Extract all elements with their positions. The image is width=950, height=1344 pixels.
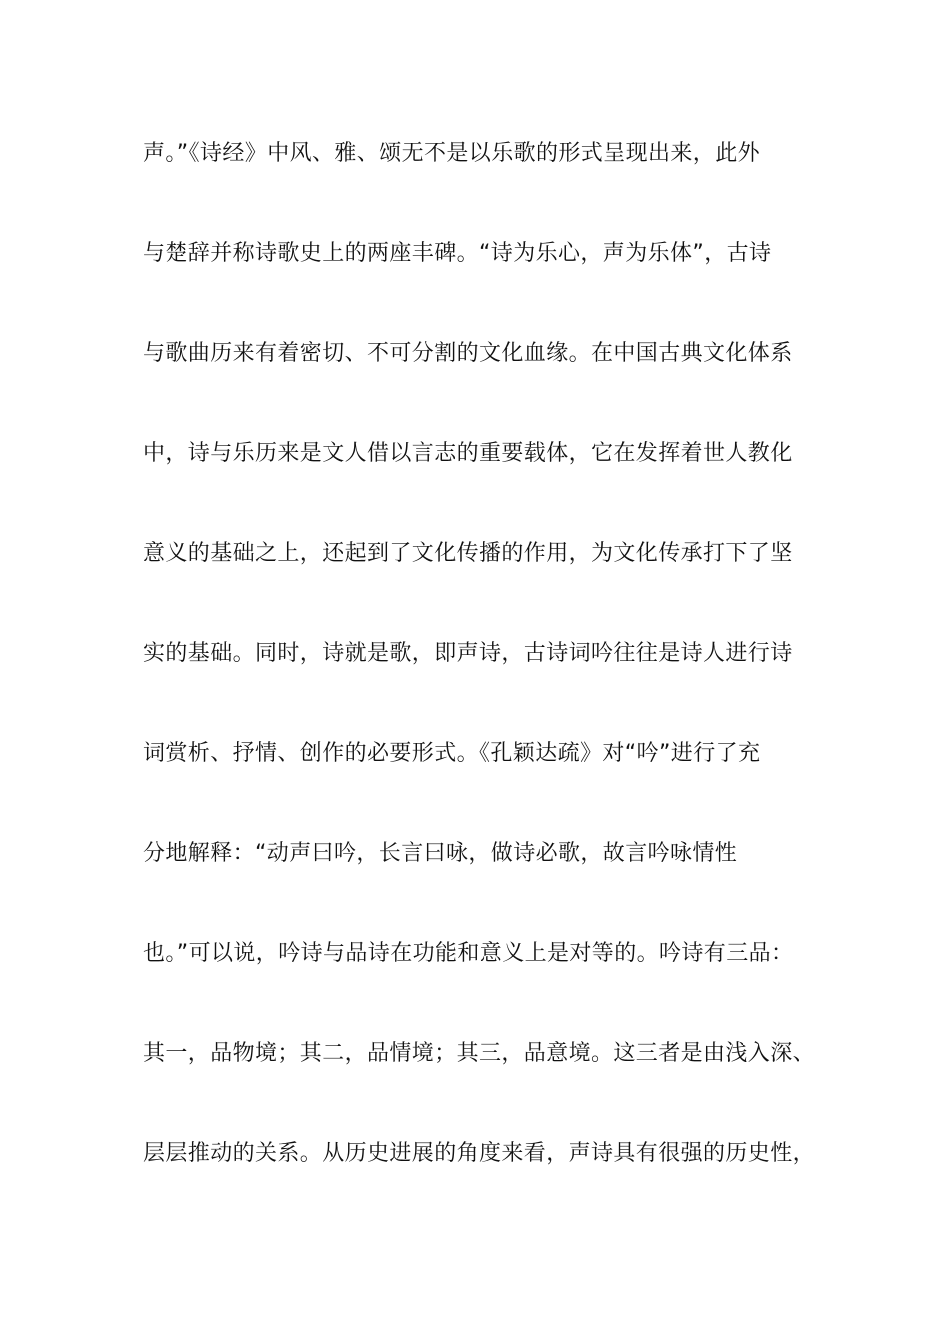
text-line: 层层推动的关系。从历史进展的角度来看，声诗具有很强的历史性， bbox=[143, 1141, 816, 1166]
text-line: 与歌曲历来有着密切、不可分割的文化血缘。在中国古典文化体系 bbox=[143, 341, 793, 366]
body-text bbox=[143, 129, 823, 1229]
text-line: 意义的基础之上，还起到了文化传播的作用，为文化传承打下了坚 bbox=[143, 541, 793, 566]
text-line: 实的基础。同时，诗就是歌，即声诗，古诗词吟往往是诗人进行诗 bbox=[143, 641, 793, 666]
text-line: 声。”《诗经》中风、雅、颂无不是以乐歌的形式呈现出来，此外 bbox=[143, 141, 760, 166]
text-line: 其一，品物境；其二，品情境；其三，品意境。这三者是由浅入深、 bbox=[143, 1041, 816, 1066]
text-line: 词赏析、抒情、创作的必要形式。《孔颖达疏》对“吟”进行了充 bbox=[143, 741, 761, 766]
text-line: 中，诗与乐历来是文人借以言志的重要载体，它在发挥着世人教化 bbox=[143, 441, 793, 466]
text-line: 与楚辞并称诗歌史上的两座丰碑。“诗为乐心，声为乐体”，古诗 bbox=[143, 241, 772, 266]
text-line: 也。”可以说，吟诗与品诗在功能和意义上是对等的。吟诗有三品： bbox=[143, 941, 794, 966]
text-line: 分地解释：“动声曰吟，长言曰咏，做诗必歌，故言吟咏情性 bbox=[143, 841, 738, 866]
